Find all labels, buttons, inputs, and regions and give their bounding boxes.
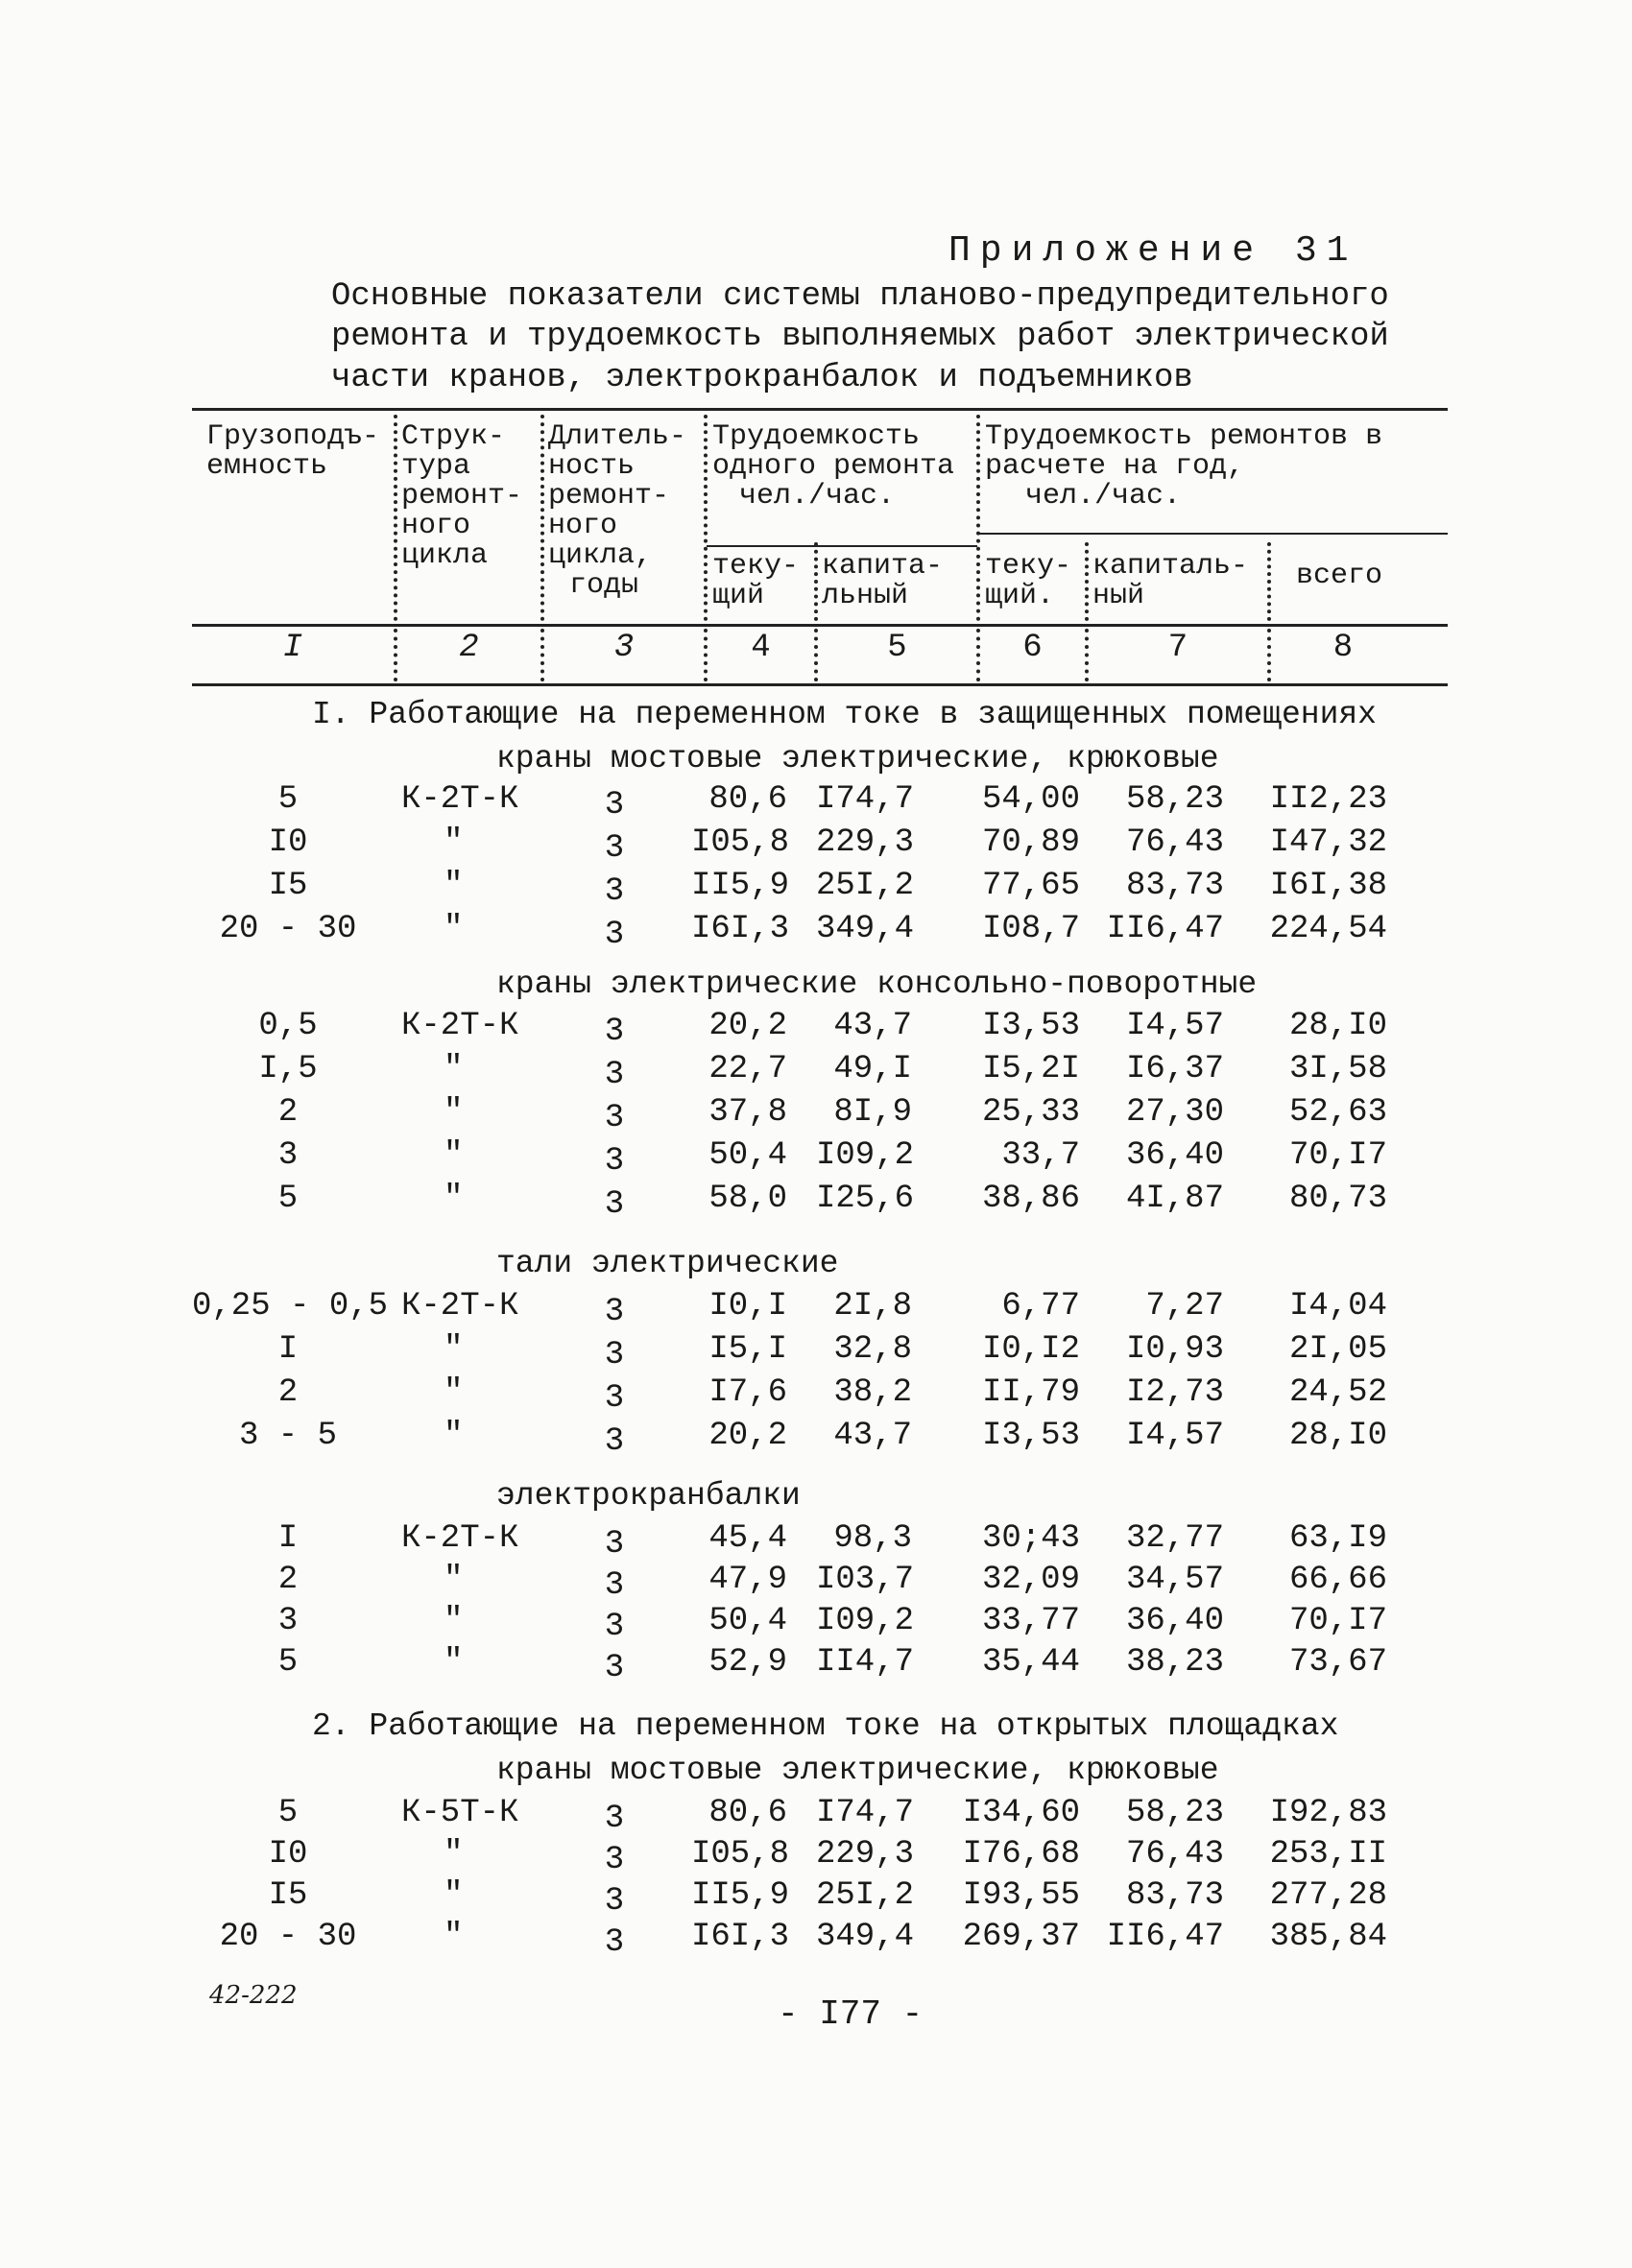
cell-structure: " — [444, 1644, 464, 1681]
cell-current-year: I3,53 — [981, 1418, 1080, 1454]
cell-capital-year: I6,37 — [1125, 1051, 1224, 1087]
cell-duration: 3 — [604, 1609, 625, 1645]
cell-current-one: I7,6 — [708, 1374, 787, 1411]
cell-current-one: 58,0 — [708, 1181, 787, 1217]
cell-duration: 3 — [604, 1294, 625, 1330]
cell-structure: " — [444, 868, 464, 904]
cell-capital-year: 83,73 — [1125, 1877, 1224, 1914]
cell-capacity: 5 — [277, 1644, 299, 1681]
cell-current-year: 32,09 — [981, 1562, 1080, 1598]
cell-current-year: II,79 — [981, 1374, 1080, 1411]
col-sep-2 — [540, 415, 544, 621]
cell-capacity: 5 — [277, 1181, 299, 1217]
group-5-title: краны мостовые электрические, крюковые — [496, 1753, 1219, 1788]
cell-total: 70,I7 — [1288, 1137, 1387, 1174]
cell-structure: " — [444, 1603, 464, 1639]
cell-capital-one: I09,2 — [816, 1603, 915, 1639]
cell-capital-one: I74,7 — [816, 781, 915, 818]
col-number-4: 4 — [751, 630, 771, 666]
cell-capital-year: 36,40 — [1125, 1137, 1224, 1174]
cell-capital-year: 34,57 — [1125, 1562, 1224, 1598]
cell-capital-one: 98,3 — [833, 1520, 912, 1557]
col-number-5: 5 — [887, 630, 907, 666]
cell-capital-one: 349,4 — [816, 1919, 915, 1955]
cell-capacity: 2 — [277, 1374, 299, 1411]
head-one-repair: Трудоемкость одного ремонта чел./час. — [712, 420, 955, 513]
cell-capital-one: 349,4 — [816, 911, 915, 947]
head-capital-year: капиталь- ный — [1092, 550, 1249, 612]
table-row — [0, 824, 1632, 867]
cell-current-year: 33,77 — [981, 1603, 1080, 1639]
cell-current-one: I6I,3 — [691, 1919, 790, 1955]
table-row — [0, 1181, 1632, 1223]
head-current-one: теку- щий — [712, 550, 800, 612]
group-2-title: краны электрические консольно-поворотные — [496, 967, 1258, 1002]
cell-total: 28,I0 — [1288, 1008, 1387, 1044]
cell-capital-one: 8I,9 — [833, 1094, 912, 1131]
cell-current-year: 6,77 — [1001, 1288, 1080, 1325]
group-one-rule — [707, 545, 977, 547]
cell-capital-year: 4I,87 — [1125, 1181, 1224, 1217]
cell-duration: 3 — [604, 1186, 625, 1223]
cell-capacity: I5 — [268, 868, 308, 904]
cell-capital-year: 7,27 — [1145, 1288, 1224, 1325]
table-row — [0, 1877, 1632, 1920]
cell-total: 70,I7 — [1288, 1603, 1387, 1639]
cell-duration: 3 — [604, 830, 625, 867]
cell-current-year: 38,86 — [981, 1181, 1080, 1217]
cell-capital-one: I09,2 — [816, 1137, 915, 1174]
group-3-title: тали электрические — [496, 1246, 839, 1281]
group-1-title: краны мостовые электрические, крюковые — [496, 741, 1219, 776]
cell-capital-one: 25I,2 — [816, 868, 915, 904]
cell-duration: 3 — [604, 873, 625, 910]
col-number-7: 7 — [1167, 630, 1188, 666]
cell-capacity: 5 — [277, 781, 299, 818]
cell-capacity: I — [277, 1331, 299, 1368]
col-sep-4 — [814, 542, 818, 621]
cell-duration: 3 — [604, 1423, 625, 1460]
cell-total: 66,66 — [1288, 1562, 1387, 1598]
cell-capital-year: 76,43 — [1125, 824, 1224, 861]
cell-current-year: I76,68 — [962, 1836, 1080, 1873]
col-number-3: 3 — [613, 630, 635, 666]
cell-structure: " — [444, 1919, 464, 1955]
col-sep-1 — [394, 415, 397, 621]
table-top-rule — [192, 408, 1448, 411]
cell-capital-one: 229,3 — [816, 824, 915, 861]
cell-structure: К-5Т-К — [401, 1795, 519, 1831]
cell-capital-year: 58,23 — [1125, 1795, 1224, 1831]
head-capacity: Грузоподъ- емность — [206, 420, 380, 483]
table-row — [0, 1374, 1632, 1417]
cell-current-one: 47,9 — [708, 1562, 787, 1598]
cell-current-year: 35,44 — [981, 1644, 1080, 1681]
col-sep-7 — [1267, 542, 1271, 621]
table-row — [0, 1562, 1632, 1604]
cell-structure: " — [444, 1836, 464, 1873]
cell-total: 224,54 — [1269, 911, 1387, 947]
head-total: всего — [1296, 560, 1383, 592]
cell-structure: К-2Т-К — [401, 1008, 519, 1044]
cell-duration: 3 — [604, 1014, 625, 1050]
page-number: - I77 - — [778, 1994, 924, 2034]
cell-current-one: 50,4 — [708, 1137, 787, 1174]
cell-capacity: 5 — [277, 1795, 299, 1831]
cell-capacity: 2 — [277, 1094, 299, 1131]
table-row — [0, 1919, 1632, 1961]
cell-current-year: 54,00 — [981, 781, 1080, 818]
cell-duration: 3 — [604, 917, 625, 953]
col-number-1: I — [282, 630, 303, 666]
cell-structure: " — [444, 1051, 464, 1087]
cell-total: I4,04 — [1288, 1288, 1387, 1325]
cell-structure: К-2Т-К — [401, 781, 519, 818]
cell-capital-year: 76,43 — [1125, 1836, 1224, 1873]
cell-total: I92,83 — [1269, 1795, 1387, 1831]
table-row — [0, 1008, 1632, 1050]
cell-total: I47,32 — [1269, 824, 1387, 861]
cell-capital-one: I25,6 — [816, 1181, 915, 1217]
cell-capital-one: 38,2 — [833, 1374, 912, 1411]
section-1-title: I. Работающие на переменном токе в защищенных помещениях — [312, 697, 1377, 732]
table-row — [0, 1836, 1632, 1878]
cell-capital-year: II6,47 — [1106, 1919, 1224, 1955]
cell-structure: " — [444, 1562, 464, 1598]
cell-structure: К-2Т-К — [401, 1520, 519, 1557]
cell-current-year: I3,53 — [981, 1008, 1080, 1044]
cell-structure: " — [444, 1374, 464, 1411]
cell-capacity: 0,5 — [258, 1008, 318, 1044]
cell-current-year: 77,65 — [981, 868, 1080, 904]
cell-current-one: I5,I — [708, 1331, 787, 1368]
cell-current-one: 80,6 — [708, 1795, 787, 1831]
cell-current-one: I05,8 — [691, 1836, 790, 1873]
cell-structure: К-2Т-К — [401, 1288, 519, 1325]
cell-current-year: 25,33 — [981, 1094, 1080, 1131]
cell-duration: 3 — [604, 1842, 625, 1878]
col-number-8: 8 — [1332, 630, 1354, 666]
cell-capital-one: I03,7 — [816, 1562, 915, 1598]
cell-current-year: I0,I2 — [981, 1331, 1080, 1368]
cell-duration: 3 — [604, 1650, 625, 1686]
cell-capacity: I0 — [268, 1836, 308, 1873]
section-2-title: 2. Работающие на переменном токе на открытых площадках — [312, 1708, 1339, 1744]
cell-capital-one: 2I,8 — [833, 1288, 912, 1325]
cell-current-one: 20,2 — [708, 1418, 787, 1454]
group-year-rule — [979, 533, 1448, 535]
cell-capacity: 3 — [277, 1603, 299, 1639]
cell-total: 385,84 — [1269, 1919, 1387, 1955]
cell-capital-year: I2,73 — [1125, 1374, 1224, 1411]
cell-capacity: 3 - 5 — [238, 1418, 338, 1454]
cell-current-year: 30;43 — [981, 1520, 1080, 1557]
cell-duration: 3 — [604, 1380, 625, 1417]
cell-current-year: I34,60 — [962, 1795, 1080, 1831]
cell-capital-year: 36,40 — [1125, 1603, 1224, 1639]
cell-total: 80,73 — [1288, 1181, 1387, 1217]
table-row — [0, 1520, 1632, 1563]
caption-line-1: Основные показатели системы планово-предупредительного — [331, 278, 1389, 315]
cell-total: 63,I9 — [1288, 1520, 1387, 1557]
caption-line-2: ремонта и трудоемкость выполняемых работ электрической — [331, 319, 1389, 355]
numbers-bottom-rule — [192, 683, 1448, 686]
cell-current-year: I08,7 — [981, 911, 1080, 947]
cell-capital-one: 49,I — [833, 1051, 912, 1087]
cell-current-one: I6I,3 — [691, 911, 790, 947]
cell-structure: " — [444, 1418, 464, 1454]
head-structure: Струк- тура ремонт- ного цикла — [401, 420, 523, 572]
cell-total: 277,28 — [1269, 1877, 1387, 1914]
cell-current-one: 37,8 — [708, 1094, 787, 1131]
cell-current-one: I05,8 — [691, 824, 790, 861]
cell-duration: 3 — [604, 1143, 625, 1180]
cell-capital-year: I4,57 — [1125, 1418, 1224, 1454]
cell-duration: 3 — [604, 1057, 625, 1093]
table-row — [0, 911, 1632, 953]
cell-capital-one: 25I,2 — [816, 1877, 915, 1914]
table-row — [0, 1603, 1632, 1645]
cell-total: II2,23 — [1269, 781, 1387, 818]
col-sep-6 — [1085, 542, 1089, 621]
cell-current-one: II5,9 — [691, 868, 790, 904]
cell-capacity: 0,25 - 0,5 — [192, 1288, 389, 1325]
cell-capacity: I — [277, 1520, 299, 1557]
col-sep-5 — [976, 415, 980, 621]
table-row — [0, 1795, 1632, 1837]
table-row — [0, 1331, 1632, 1373]
cell-current-one: I0,I — [708, 1288, 787, 1325]
cell-capital-year: 83,73 — [1125, 868, 1224, 904]
cell-total: 28,I0 — [1288, 1418, 1387, 1454]
cell-capital-year: 58,23 — [1125, 781, 1224, 818]
col-number-6: 6 — [1022, 630, 1043, 666]
cell-capital-year: I0,93 — [1125, 1331, 1224, 1368]
cell-total: 73,67 — [1288, 1644, 1387, 1681]
cell-capital-year: 32,77 — [1125, 1520, 1224, 1557]
cell-capital-year: I4,57 — [1125, 1008, 1224, 1044]
cell-duration: 3 — [604, 1567, 625, 1604]
cell-structure: " — [444, 1094, 464, 1131]
cell-capacity: 20 - 30 — [219, 911, 357, 947]
caption-line-3: части кранов, электрокранбалок и подъемников — [331, 360, 1193, 396]
table-row — [0, 1094, 1632, 1136]
head-per-year: Трудоемкость ремонтов в расчете на год, чел./час. — [985, 420, 1383, 513]
cell-current-one: 80,6 — [708, 781, 787, 818]
cell-structure: " — [444, 1331, 464, 1368]
table-row — [0, 1137, 1632, 1180]
cell-current-one: 52,9 — [708, 1644, 787, 1681]
cell-total: 3I,58 — [1288, 1051, 1387, 1087]
cell-structure: " — [444, 824, 464, 861]
cell-current-one: 20,2 — [708, 1008, 787, 1044]
head-current-year: теку- щий. — [985, 550, 1072, 612]
cell-current-one: 22,7 — [708, 1051, 787, 1087]
cell-current-one: II5,9 — [691, 1877, 790, 1914]
table-row — [0, 1418, 1632, 1460]
cell-current-one: 45,4 — [708, 1520, 787, 1557]
cell-capacity: I5 — [268, 1877, 308, 1914]
col-sep-3 — [704, 415, 708, 621]
cell-structure: " — [444, 1181, 464, 1217]
cell-duration: 3 — [604, 1883, 625, 1920]
group-4-title: электрокранбалки — [496, 1478, 801, 1514]
cell-capital-one: II4,7 — [816, 1644, 915, 1681]
cell-capital-year: II6,47 — [1106, 911, 1224, 947]
cell-capital-one: I74,7 — [816, 1795, 915, 1831]
cell-structure: " — [444, 1877, 464, 1914]
cell-duration: 3 — [604, 1801, 625, 1837]
cell-capacity: 20 - 30 — [219, 1919, 357, 1955]
cell-capital-one: 43,7 — [833, 1418, 912, 1454]
cell-capital-year: 27,30 — [1125, 1094, 1224, 1131]
cell-capital-one: 43,7 — [833, 1008, 912, 1044]
table-row — [0, 1288, 1632, 1330]
cell-current-year: 70,89 — [981, 824, 1080, 861]
cell-total: I6I,38 — [1269, 868, 1387, 904]
head-capital-one: капита- льный — [822, 550, 944, 612]
cell-current-year: I93,55 — [962, 1877, 1080, 1914]
cell-total: 2I,05 — [1288, 1331, 1387, 1368]
cell-duration: 3 — [604, 1526, 625, 1563]
cell-current-year: 33,7 — [1001, 1137, 1080, 1174]
head-bottom-rule — [192, 624, 1448, 627]
col-number-2: 2 — [459, 630, 479, 666]
cell-capital-one: 32,8 — [833, 1331, 912, 1368]
table-row — [0, 868, 1632, 910]
cell-capacity: I,5 — [258, 1051, 318, 1087]
appendix-label: Приложение 31 — [948, 230, 1358, 272]
table-row — [0, 1644, 1632, 1686]
cell-current-year: 269,37 — [962, 1919, 1080, 1955]
cell-capital-one: 229,3 — [816, 1836, 915, 1873]
cell-capital-year: 38,23 — [1125, 1644, 1224, 1681]
cell-total: 52,63 — [1288, 1094, 1387, 1131]
cell-duration: 3 — [604, 1924, 625, 1961]
table-row — [0, 781, 1632, 824]
cell-duration: 3 — [604, 1100, 625, 1136]
cell-capacity: 3 — [277, 1137, 299, 1174]
table-row — [0, 1051, 1632, 1093]
cell-duration: 3 — [604, 787, 625, 824]
cell-capacity: 2 — [277, 1562, 299, 1598]
cell-structure: " — [444, 911, 464, 947]
cell-current-year: I5,2I — [981, 1051, 1080, 1087]
cell-capacity: I0 — [268, 824, 308, 861]
cell-total: 24,52 — [1288, 1374, 1387, 1411]
handwritten-signature: 42-222 — [209, 1981, 298, 2010]
cell-duration: 3 — [604, 1337, 625, 1373]
cell-current-one: 50,4 — [708, 1603, 787, 1639]
head-duration: Длитель- ность ремонт- ного цикла, годы — [548, 420, 687, 602]
cell-structure: " — [444, 1137, 464, 1174]
cell-total: 253,II — [1269, 1836, 1387, 1873]
